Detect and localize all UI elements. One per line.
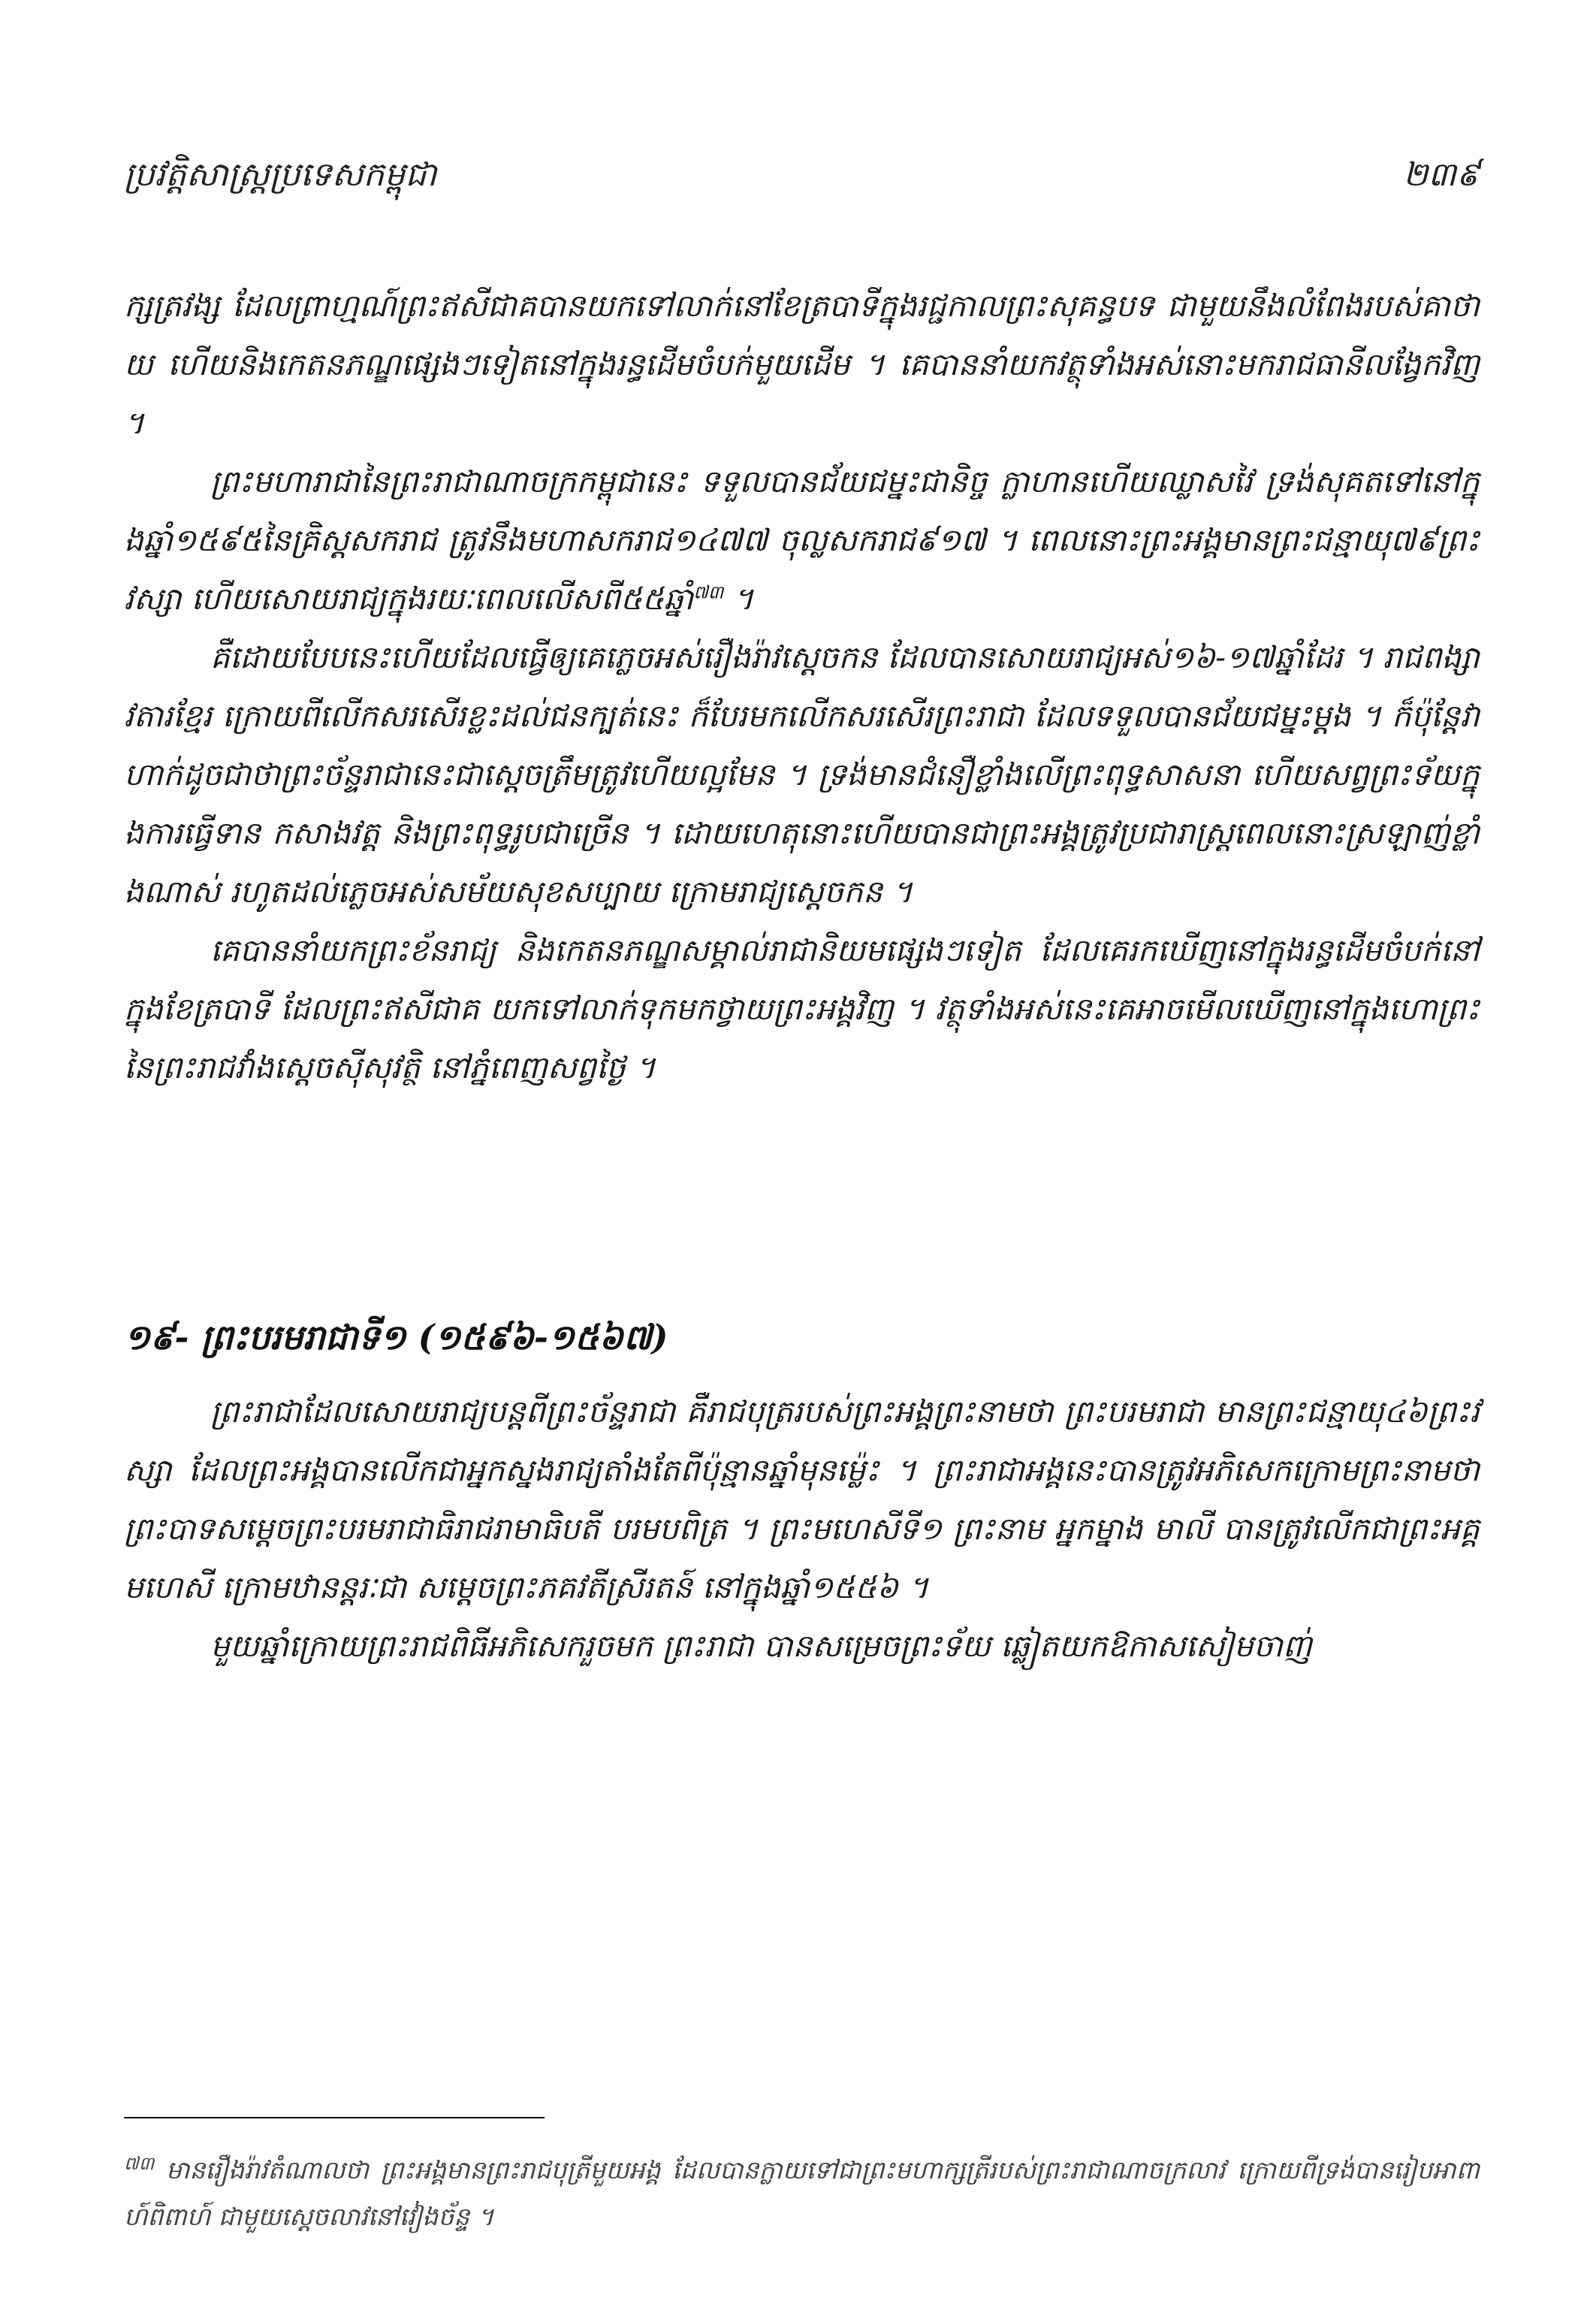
footnotes bbox=[124, 2147, 1480, 2240]
running-header bbox=[124, 154, 1480, 214]
page-number: ២៣៩ bbox=[1402, 156, 1480, 194]
footnote-reference[interactable]: ៧៣ bbox=[693, 581, 724, 603]
footnote-marker: ៧៣ bbox=[124, 2153, 155, 2174]
paragraph-with-footnote bbox=[124, 452, 1480, 628]
body-text-bottom bbox=[124, 1382, 1480, 1675]
paragraph-text: ព្រះមហារាជានៃព្រះរាជាណាចក្រកម្ពុជានេះ ទទួលបានជ័យជម្នះជានិច្ច ក្លាហានហើយឈ្លាសវៃ ទ្រង់សុគតទៅនៅក្នុងឆ្នាំ១៥៩៥នៃគ្រិស្តសករាជ ត្រូវនឹងមហាសករាជ១៤៧៧ ចុល្លសករាជ៩១៧ ។ ពេលនោះព្រះអង្គមានព្រះជន្មាយុ៧៩ព្រះវស្សា ហើយសោយរាជ្យក្នុងរយៈពេលលើសពី៥៥ឆ្នាំ bbox=[124, 464, 1480, 617]
paragraph-end-mark: ។ bbox=[723, 581, 754, 617]
body-text-top bbox=[124, 276, 1480, 1097]
section-heading: ១៩- ព្រះបរមរាជាទី១ (១៥៩៦-១៥៦៧) bbox=[124, 1317, 668, 1357]
paragraph: គឺដោយបែបនេះហើយដែលធ្វើឲ្យគេភ្លេចអស់រឿងរ៉ាវស្តេចកន ដែលបានសោយរាជ្យអស់១៦-១៧ឆ្នាំដែរ ។ រាជពង្សាវតារខ្មែរ ក្រោយពីលើកសរសើរខ្លះដល់ជនក្បត់នេះ ក៏បែរមកលើកសរសើរព្រះរាជា ដែលទទួលបានជ័យជម្នះម្តង ។ ក៏ប៉ុន្តែវាហាក់ដូចជាថាព្រះច័ន្ទរាជានេះជាស្តេចត្រឹមត្រូវហើយល្អមែន ។ ទ្រង់មានជំនឿខ្លាំងលើព្រះពុទ្ធសាសនា ហើយសព្វព្រះទ័យក្នុងការធ្វើទាន កសាងវត្ត និងព្រះពុទ្ធរូបជាច្រើន ។ ដោយហេតុនោះហើយបានជាព្រះអង្គត្រូវប្រជារាស្ត្រពេលនោះស្រឡាញ់ខ្លាំងណាស់ រហូតដល់ភ្លេចអស់សម័យសុខសប្បាយ ក្រោមរាជ្យស្តេចកន ។ bbox=[124, 639, 1480, 910]
running-title: ប្រវត្តិសាស្ត្រប្រទេសកម្ពុជា bbox=[124, 156, 437, 194]
footnote-separator bbox=[124, 2117, 545, 2118]
paragraph: ក្សត្រវង្ស ដែលព្រាហ្មណ៍ព្រះឥសីជាគបានយកទៅលាក់នៅខែត្របាទីក្នុងរជ្ជកាលព្រះសុគន្ធបទ ជាមួយនឹងលំពែងរបស់គាថាយ ហើយនិងកេតនភណ្ឌផ្សេងៗទៀតនៅក្នុងរន្ធដើមចំបក់មួយដើម ។ គេបាននាំយកវត្ថុទាំងអស់នោះមករាជធានីលង្វែកវិញ ។ bbox=[124, 288, 1480, 441]
footnote bbox=[124, 2147, 1480, 2240]
paragraph: ព្រះរាជាដែលសោយរាជ្យបន្តពីព្រះច័ន្ទរាជា គឺរាជបុត្ររបស់ព្រះអង្គព្រះនាមថា ព្រះបរមរាជា មានព្រះជន្មាយុ៤៦ព្រះវស្សា ដែលព្រះអង្គបានលើកជាអ្នកស្នងរាជ្យតាំងតែពីប៉ុន្មានឆ្នាំមុនម្ល៉េះ ។ ព្រះរាជាអង្គនេះបានត្រូវអភិសេកក្រោមព្រះនាមថា ព្រះបាទសម្តេចព្រះបរមរាជាធិរាជរាមាធិបតី បរមបពិត្រ ។ ព្រះមហេសីទី១ ព្រះនាម អ្នកម្នាង មាលី បានត្រូវលើកជាព្រះអគ្គមហេសី ក្រោមឋានន្តរៈជា សម្តេចព្រះភគវតីស្រីរតន៍ នៅក្នុងឆ្នាំ១៥៥៦ ។ bbox=[124, 1394, 1480, 1605]
footnote-text: មានរឿងរ៉ាវតំណាលថា ព្រះអង្គមានព្រះរាជបុត្រីមួយអង្គ ដែលបានក្លាយទៅជាព្រះមហាក្សត្រីរបស់ព្រះរាជាណាចក្រលាវ ក្រោយពីទ្រង់បានរៀបអាពាហ៍ពិពាហ៍ ជាមួយស្តេចលាវនៅវៀងច័ន្ទ ។ bbox=[124, 2155, 1480, 2231]
paragraph: មួយឆ្នាំក្រោយព្រះរាជពិធីអភិសេករួចមក ព្រះរាជា បានសម្រេចព្រះទ័យ ឆ្លៀតយកឱកាសសៀមចាញ់ bbox=[210, 1628, 1312, 1664]
paragraph: គេបាននាំយកព្រះខ័នរាជ្យ និងកេតនភណ្ឌសម្គាល់រាជានិយមផ្សេងៗទៀត ដែលគេរកឃើញនៅក្នុងរន្ធដើមចំបក់នៅក្នុងខែត្របាទី ដែលព្រះឥសីជាគ យកទៅលាក់ទុកមកថ្វាយព្រះអង្គវិញ ។ វត្ថុទាំងអស់នេះគេអាចមើលឃើញនៅក្នុងហោព្រះនៃព្រះរាជវាំងស្តេចស៊ីសុវត្ថិ នៅភ្នំពេញសព្វថ្ងៃ ។ bbox=[124, 932, 1480, 1086]
